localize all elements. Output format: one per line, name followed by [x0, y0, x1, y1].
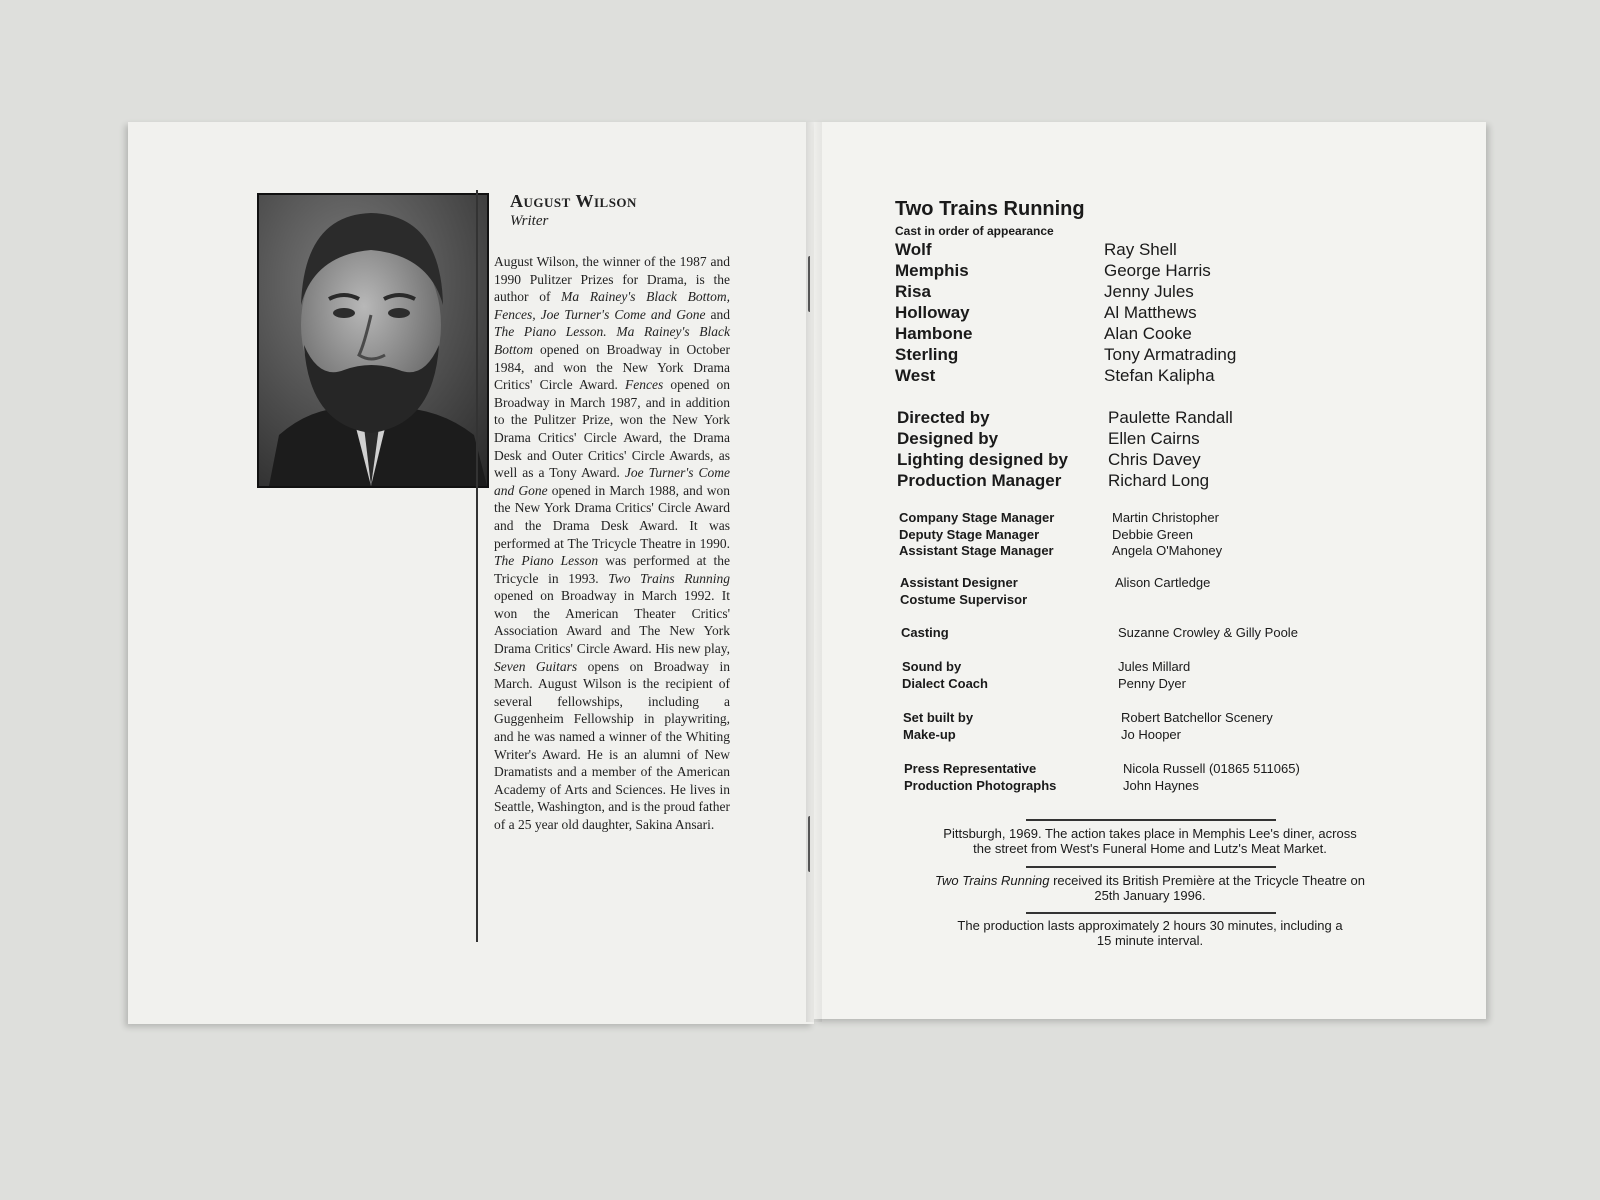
- bio-segment: Seven Guitars: [494, 658, 578, 674]
- crew-row-role: Costume Supervisor: [900, 591, 1028, 607]
- staple-top: [808, 256, 814, 312]
- column-divider: [476, 190, 478, 942]
- crew-row-name: Martin Christopher: [1112, 510, 1219, 525]
- crew-row-role: Casting: [901, 625, 949, 640]
- cast-row-role: Wolf: [895, 240, 932, 259]
- crew-row-name: Angela O'Mahoney: [1112, 543, 1223, 558]
- cast-row-name: Jenny Jules: [1104, 282, 1194, 301]
- writer-role: Writer: [510, 213, 549, 229]
- cast-row-name: Stefan Kalipha: [1104, 366, 1215, 385]
- portrait-drawing: [259, 195, 487, 486]
- setting-line-1: Pittsburgh, 1969. The action takes place in Memphis Lee's diner, across: [943, 826, 1357, 841]
- creative-row-name: Ellen Cairns: [1108, 429, 1200, 448]
- bio-segment: opened on Broadway in October 1984, and won the New York Drama Critics' Circle Award.: [494, 341, 730, 393]
- cast-row-role: Risa: [895, 282, 931, 301]
- cast-note: Cast in order of appearance: [895, 224, 1054, 238]
- crew-row-name: Suzanne Crowley & Gilly Poole: [1118, 625, 1298, 640]
- divider-3: [1026, 912, 1276, 914]
- crew-row-name: Debbie Green: [1112, 526, 1193, 542]
- creative-row-name: Chris Davey: [1108, 450, 1201, 469]
- crew-row-role: Dialect Coach: [902, 675, 988, 691]
- premiere-play-title: Two Trains Running: [935, 873, 1050, 888]
- bio-segment: Fences: [624, 377, 664, 393]
- crew-row-name: John Haynes: [1123, 777, 1199, 793]
- writer-name: August Wilson: [510, 191, 637, 211]
- premiere-date: 25th January 1996.: [1094, 888, 1206, 903]
- duration-line-2: 15 minute interval.: [1096, 933, 1204, 948]
- crew-row-role: Production Photographs: [904, 777, 1057, 793]
- duration-line-1: The production lasts approximately 2 hours 30 minutes, including a: [957, 918, 1343, 933]
- bio-segment: Two Trains Running: [608, 570, 731, 586]
- creative-row-role: Lighting designed by: [897, 450, 1068, 469]
- crew-row-role: Company Stage Manager: [899, 510, 1055, 525]
- cast-row-role: Holloway: [895, 303, 970, 322]
- crew-row-role: Sound by: [902, 659, 962, 674]
- bio-segment: The Piano Lesson: [494, 553, 599, 569]
- creative-row-role: Directed by: [897, 408, 990, 427]
- bio-segment: opens on Broadway in March. August Wilson is the recipient of several fellowships, including a Guggenheim Fellowship in playwriting, and he was named a winner of the Whiting Writer's Award. He is an alumni of New Dramatists and a member of the American Academy of Arts and Sciences. He lives in Seattle, Washington, and is the proud father of a 25 year old daughter, Sakina Ansari.: [494, 658, 731, 832]
- crew-row-name: Nicola Russell (01865 511065): [1123, 761, 1300, 776]
- bio-segment: and: [705, 306, 730, 322]
- crew-row-role: Press Representative: [904, 761, 1037, 776]
- crew-row-name: Jules Millard: [1118, 659, 1191, 674]
- divider-1: [1026, 819, 1276, 821]
- bio-segment: The Piano Lesson. Ma Rainey's Black Bottom: [494, 324, 730, 357]
- creative-row-name: Richard Long: [1108, 471, 1210, 490]
- writer-biography: [494, 253, 730, 834]
- cast-row-role: Sterling: [895, 345, 959, 364]
- duration-note: [900, 918, 1400, 948]
- crew-row-name: Robert Batchellor Scenery: [1121, 710, 1273, 725]
- premiere-text: received its British Première at the Tricycle Theatre on: [1049, 873, 1365, 888]
- bio-segment: was performed at the Tricycle in 1993.: [494, 553, 730, 586]
- staple-bottom: [808, 816, 814, 872]
- crew-row-name: Penny Dyer: [1118, 675, 1186, 691]
- cast-row-role: Hambone: [895, 324, 973, 343]
- premiere-note: [900, 873, 1400, 903]
- writer-portrait-photo: [257, 193, 489, 488]
- cast-row-role: Memphis: [895, 261, 969, 280]
- divider-2: [1026, 866, 1276, 868]
- cast-row-name: Al Matthews: [1104, 303, 1197, 322]
- crew-row-name: Jo Hooper: [1121, 726, 1181, 742]
- setting-note: [900, 826, 1400, 856]
- crew-row-role: Deputy Stage Manager: [899, 526, 1040, 542]
- crew-row-role: Set built by: [903, 710, 974, 725]
- cast-row-name: George Harris: [1104, 261, 1211, 280]
- crew-row-role: Assistant Stage Manager: [899, 543, 1054, 558]
- bio-segment: August Wilson, the winner of the 1987 and 1990 Pulitzer Prizes for Drama, is the author of: [494, 254, 730, 305]
- cast-row-name: Ray Shell: [1104, 240, 1177, 259]
- bio-segment: Joe Turner's Come and Gone: [494, 465, 730, 498]
- cast-row-role: West: [895, 366, 936, 385]
- crew-row-role: Make-up: [903, 726, 956, 742]
- creative-row-name: Paulette Randall: [1108, 408, 1233, 427]
- bio-segment: opened on Broadway in March 1992. It won the American Theater Critics' Association Award and The New York Drama Critics' Circle Award. His new play,: [494, 588, 730, 657]
- cast-row-name: Tony Armatrading: [1104, 345, 1237, 364]
- bio-segment: opened on Broadway in March 1987, and in addition to the Pulitzer Prize, won the New York Drama Critics' Circle Award, the Drama Desk and Outer Critics' Circle Awards, as well as a Tony Award.: [494, 377, 730, 481]
- bio-segment: opened in March 1988, and won the New York Drama Critics' Circle Award and the Drama Desk Award. It was performed at The Tricycle Theatre in 1990.: [494, 482, 730, 551]
- creative-row-role: Production Manager: [897, 471, 1062, 490]
- cast-row-name: Alan Cooke: [1104, 324, 1192, 343]
- crew-row-name: Alison Cartledge: [1115, 575, 1211, 590]
- bio-segment: Ma Rainey's Black Bottom, Fences, Joe Turner's Come and Gone: [494, 289, 730, 322]
- creative-row-role: Designed by: [897, 429, 999, 448]
- play-title: Two Trains Running: [895, 198, 1085, 220]
- crew-row-role: Assistant Designer: [900, 575, 1018, 590]
- setting-line-2: the street from West's Funeral Home and Lutz's Meat Market.: [973, 841, 1327, 856]
